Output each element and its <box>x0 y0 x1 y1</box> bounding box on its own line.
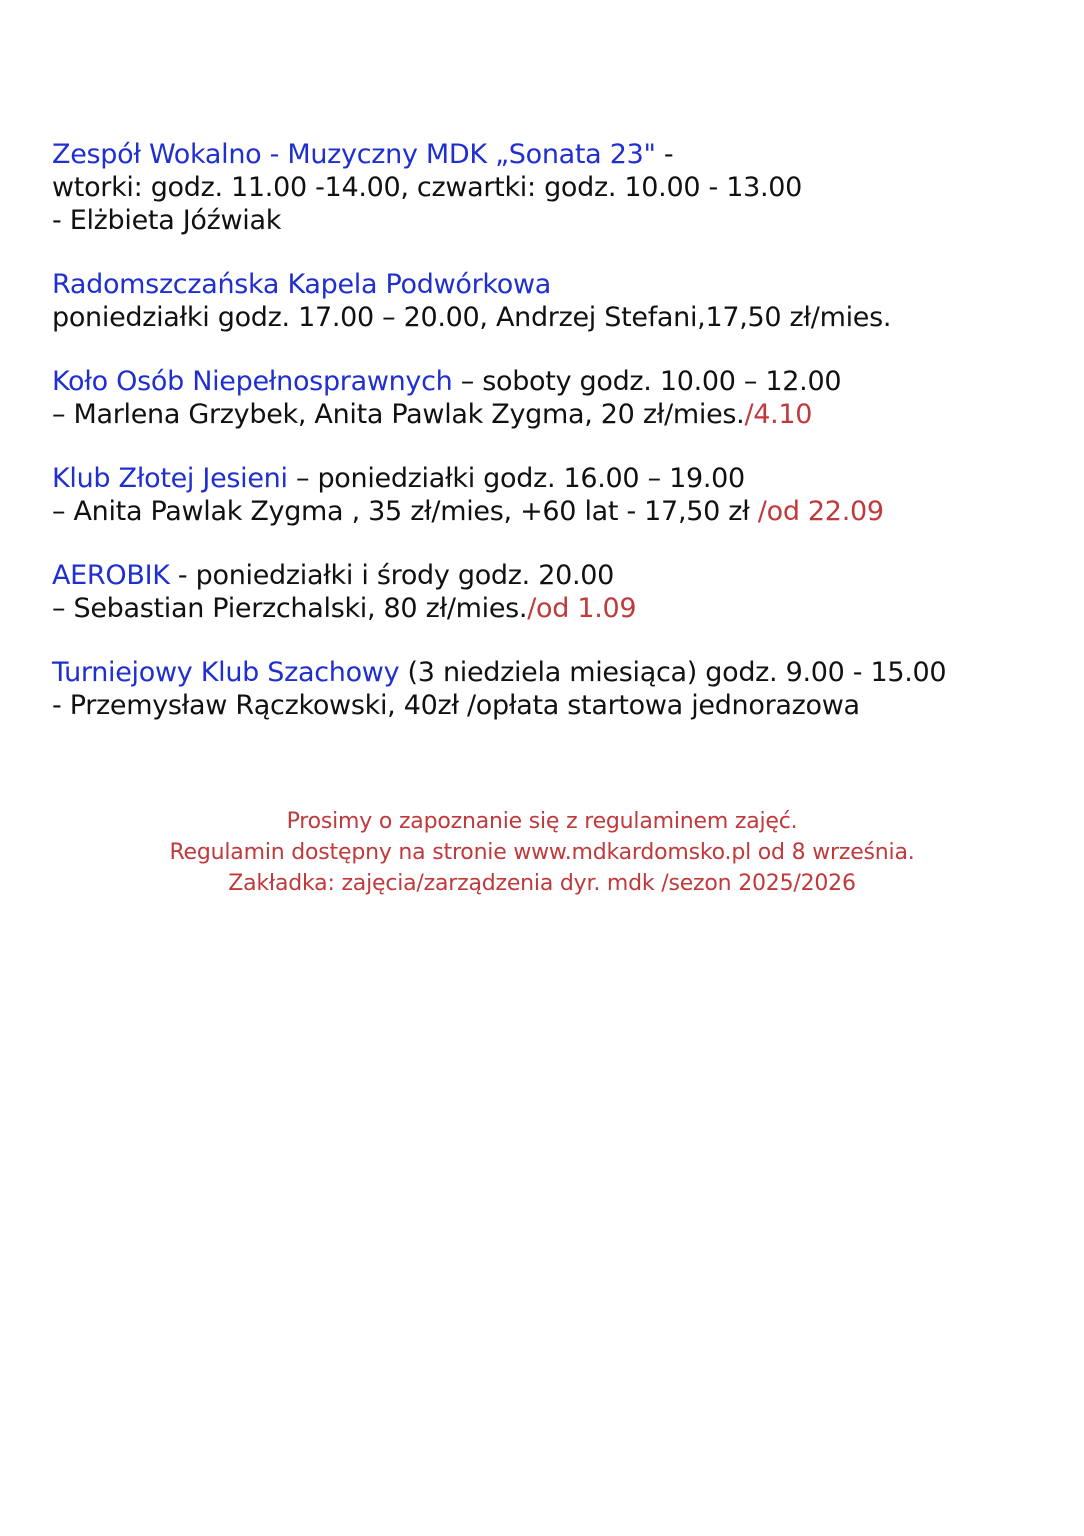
entry-title: Koło Osób Niepełnosprawnych <box>52 366 453 397</box>
entry-klub-zlotej-jesieni <box>52 462 1052 528</box>
entry-details: - Przemysław Rączkowski, 40zł /opłata startowa jednorazowa <box>52 690 860 721</box>
entry-details-line <box>52 495 1052 528</box>
entry-title-line <box>52 462 1052 495</box>
entry-details: – Sebastian Pierzchalski, 80 zł/mies. <box>52 593 528 624</box>
notice-line-1: Prosimy o zapoznanie się z regulaminem zajęć. <box>286 809 798 834</box>
entry-start-date: /4.10 <box>744 399 813 430</box>
entry-details-line <box>52 398 1052 431</box>
entry-title: AEROBIK <box>52 560 170 591</box>
entry-sonata-23 <box>52 138 1052 237</box>
entry-title-suffix: (3 niedziela miesiąca) godz. 9.00 - 15.00 <box>399 657 947 688</box>
notice-line-3: Zakładka: zajęcia/zarządzenia dyr. mdk /sezon 2025/2026 <box>228 871 856 896</box>
regulations-notice <box>0 806 1084 899</box>
entry-title: Turniejowy Klub Szachowy <box>52 657 400 688</box>
entry-kapela-podworkowa <box>52 268 1052 334</box>
entry-title-line <box>52 268 1052 301</box>
entry-start-date: /od 1.09 <box>527 593 637 624</box>
notice-line-2: Regulamin dostępny na stronie www.mdkardomsko.pl od 8 września. <box>169 840 915 865</box>
entry-instructor: - Elżbieta Jóźwiak <box>52 205 282 236</box>
entry-title-suffix: – soboty godz. 10.00 – 12.00 <box>452 366 842 397</box>
entry-kolo-osob-niepelnosprawnych <box>52 365 1052 431</box>
entry-title: Radomszczańska Kapela Podwórkowa <box>52 269 551 300</box>
entry-title-line <box>52 656 1052 689</box>
entry-details: – Anita Pawlak Zygma , 35 zł/mies, +60 lat - 17,50 zł <box>52 496 758 527</box>
entry-details-line <box>52 592 1052 625</box>
entry-start-date: /od 22.09 <box>757 496 884 527</box>
entry-title-suffix: – poniedziałki godz. 16.00 – 19.00 <box>287 463 745 494</box>
entry-title-suffix: - poniedziałki i środy godz. 20.00 <box>169 560 614 591</box>
entry-klub-szachowy <box>52 656 1052 722</box>
entry-schedule: poniedziałki godz. 17.00 – 20.00, Andrzej Stefani,17,50 zł/mies. <box>52 302 892 333</box>
entry-title-line <box>52 365 1052 398</box>
entry-title-suffix: - <box>655 139 674 170</box>
entry-title-line <box>52 559 1052 592</box>
entry-schedule: wtorki: godz. 11.00 -14.00, czwartki: godz. 10.00 - 13.00 <box>52 172 803 203</box>
entry-title: Klub Złotej Jesieni <box>52 463 288 494</box>
entry-details: – Marlena Grzybek, Anita Pawlak Zygma, 20 zł/mies. <box>52 399 745 430</box>
entry-title: Zespół Wokalno - Muzyczny MDK „Sonata 23" <box>52 139 656 170</box>
entry-aerobik <box>52 559 1052 625</box>
entry-title-line <box>52 138 1052 171</box>
activity-list <box>52 138 1052 753</box>
